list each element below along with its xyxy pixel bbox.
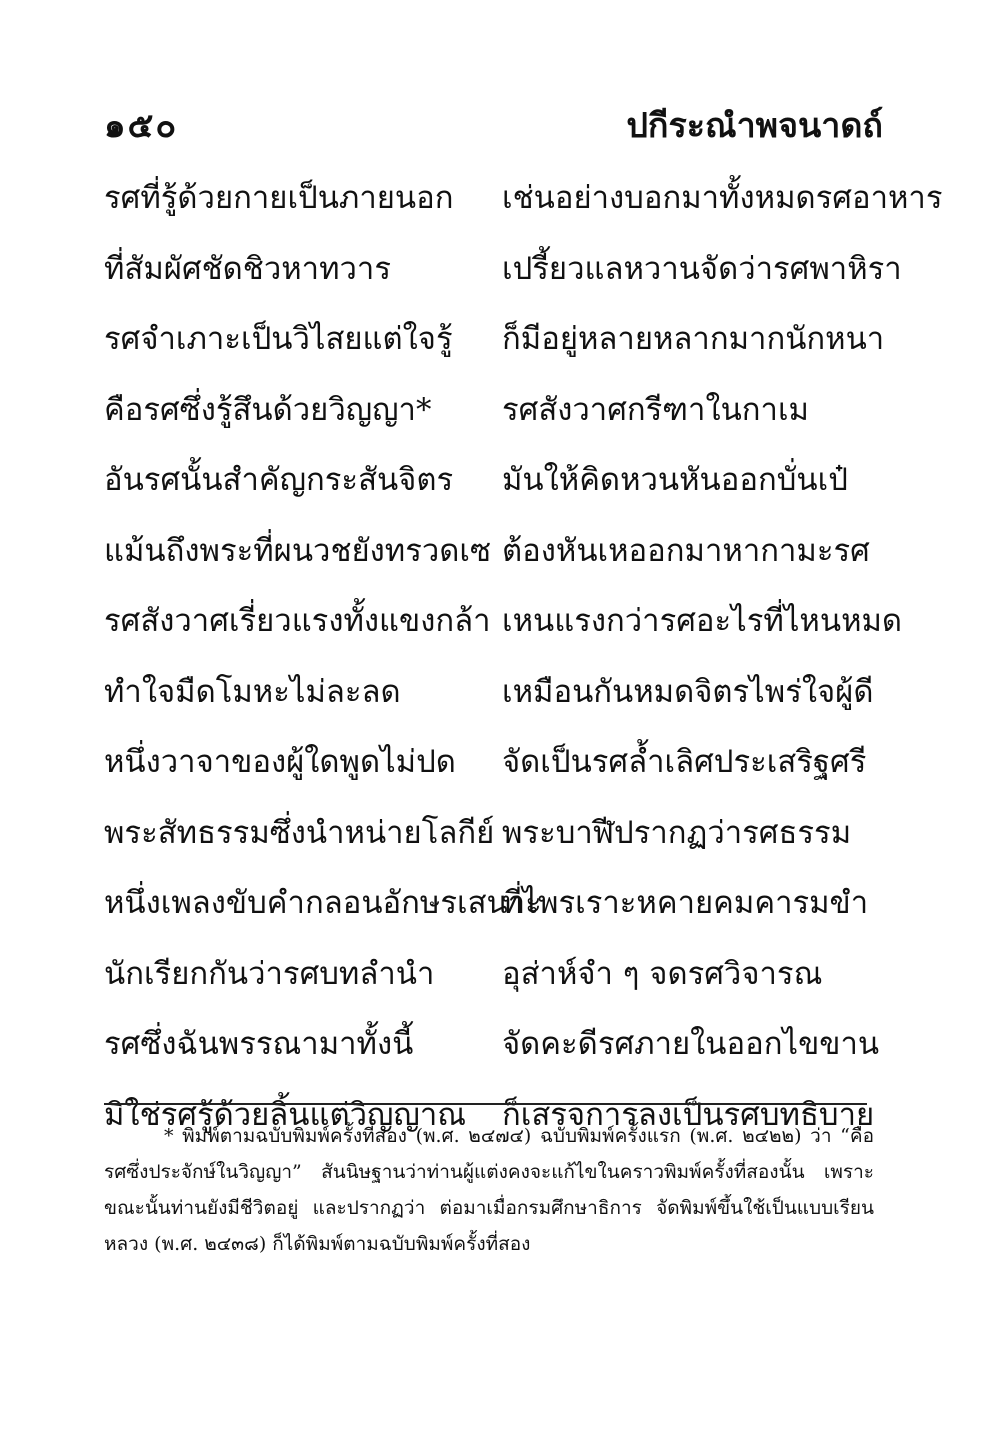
verse-first-half: อันรศนั้นสำคัญกระสันจิตร [104,462,454,498]
verse-first-half: รศสังวาศเรี่ยวแรงทั้งแขงกล้า [104,603,491,639]
verse-second-half: พระบาฬีปรากฏว่ารศธรรม [502,814,852,851]
verse-first-half: แม้นถึงพระที่ผนวชยังทรวดเซ [104,532,492,569]
verse-second-half: รศสังวาศกรีฑาในกาเม [502,391,809,428]
page-number: ๑๕๐ [104,106,179,146]
running-title: ปกีระณำพจนาดถ์ [626,106,883,146]
verse-second-half: เหมือนกันหมดจิตรไพร่ใจผู้ดี [502,673,874,710]
footnote [104,1118,874,1262]
verse-row [104,521,894,592]
verse-row [104,1014,894,1085]
verse-row [104,168,943,239]
verse-first-half: หนึ่งเพลงขับคำกลอนอักษรเสนาะ [104,885,542,921]
verse-first-half: รศที่รู้ด้วยกายเป็นภายนอก [104,180,454,216]
verse-second-half: ต้องหันเหออกมาหากามะรศ [502,532,870,569]
verse-row [104,380,894,451]
verse-row [104,803,894,874]
verse-row [104,732,894,803]
verse-second-half: เหนแรงกว่ารศอะไรที่ไหนหมด [502,603,903,639]
verse-second-half: ก็มีอยู่หลายหลากมากนักหนา [502,321,885,357]
verse-first-half: มิใช่รศรู้ด้วยลิ้นแต่วิญญาณ [104,1096,466,1133]
verse-first-half: หนึ่งวาจาของผู้ใดพูดไม่ปด [104,744,456,780]
footnote-divider [104,1103,867,1105]
verse-first-half: พระสัทธรรมซึ่งนำหน่ายโลกีย์ [104,814,495,851]
verse-second-half: มันให้คิดหวนหันออกบั่นเป๋ [502,462,848,498]
verse-first-half: ที่สัมผัศชัดชิวหาทวาร [104,250,391,287]
verse-second-half: อุส่าห์จำ ๆ จดรศวิจารณ [502,955,823,992]
verse-block [104,168,943,1155]
verse-first-half: ทำใจมืดโมหะไม่ละลด [104,673,401,710]
footnote-text: * พิมพ์ตามฉบับพิมพ์ครั้งที่สอง (พ.ศ. ๒๔๗๔) ฉบับพิมพ์ครั้งแรก (พ.ศ. ๒๔๒๒) ว่า “คือรศซึ่งประจักษ์ในวิญญา” สันนิษฐานว่าท่านผู้แต่งคงจะแก้ไขในคราวพิมพ์ครั้งที่สองนั้น เพราะขณะนั้นท่านยังมีชีวิตอยู่ และปรากฏว่า ต่อมาเมื่อกรมศึกษาธิการ จัดพิมพ์ขึ้นใช้เป็นแบบเรียนหลวง (พ.ศ. ๒๔๓๘) ก็ได้พิมพ์ตามฉบับพิมพ์ครั้งที่สอง [104,1125,874,1255]
verse-row [104,662,894,733]
verse-row [104,309,894,380]
verse-row [104,450,894,521]
verse-second-half: เปรี้ยวแลหวานจัดว่ารศพาหิรา [502,250,902,287]
verse-row [104,873,894,944]
verse-first-half: คือรศซึ่งรู้สึนด้วยวิญญา* [104,391,432,428]
verse-second-half: จัดคะดีรศภายในออกไขขาน [502,1026,880,1062]
verse-second-half: จัดเป็นรศล้ำเลิศประเสริฐศรี [502,744,867,780]
verse-first-half: นักเรียกกันว่ารศบทลำนำ [104,955,435,992]
verse-row [104,239,902,310]
verse-second-half: ก็เสรจการลงเป็นรศบทธิบาย [502,1096,875,1133]
verse-first-half: รศซึ่งฉันพรรณามาทั้งนี้ [104,1026,414,1062]
verse-row [104,591,903,662]
verse-second-half: เช่นอย่างบอกมาทั้งหมดรศอาหาร [502,180,943,216]
verse-second-half: ที่ไพรเราะหคายคมคารมขำ [502,885,869,921]
verse-first-half: รศจำเภาะเป็นวิไสยแต่ใจรู้ [104,321,453,357]
verse-row [104,944,894,1015]
